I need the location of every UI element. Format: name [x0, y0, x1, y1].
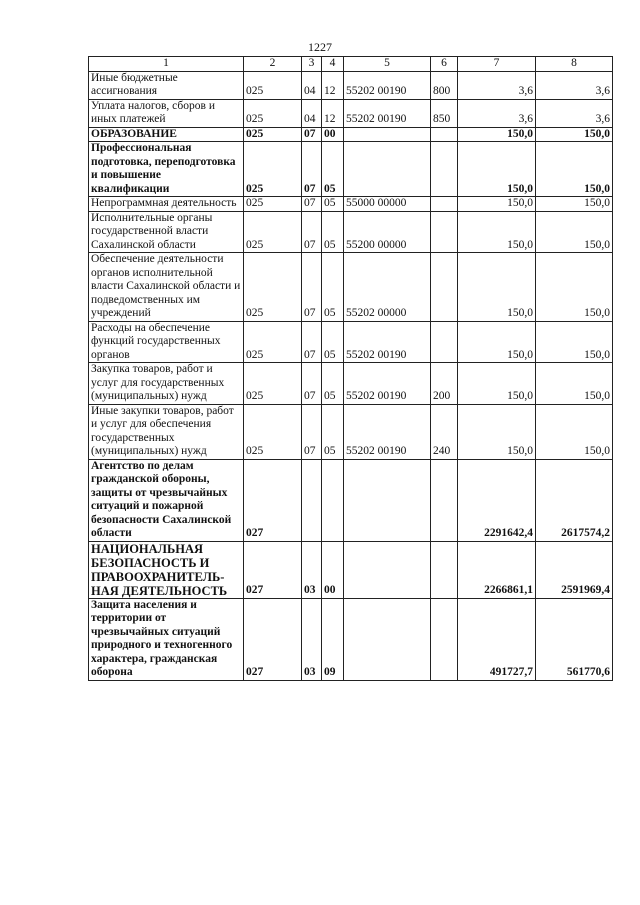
amount-year-2: 2617574,2	[536, 459, 613, 541]
column-header: 6	[431, 57, 458, 72]
table-row	[89, 142, 613, 197]
target-article: 55000 00000	[344, 197, 431, 212]
expense-type	[431, 598, 458, 680]
target-article	[344, 459, 431, 541]
table-row	[89, 363, 613, 405]
table-row	[89, 541, 613, 598]
subsection-code: 05	[322, 211, 344, 253]
subsection-code: 12	[322, 99, 344, 127]
column-header: 3	[302, 57, 322, 72]
row-name: Защита населения и территории от чрезвычайных ситуаций природного и техногенного характера, гражданская оборона	[89, 598, 244, 680]
amount-year-1: 2266861,1	[458, 541, 536, 598]
column-header: 1	[89, 57, 244, 72]
target-article: 55202 00190	[344, 71, 431, 99]
amount-year-2: 150,0	[536, 142, 613, 197]
target-article: 55202 00190	[344, 404, 431, 459]
section-code: 07	[302, 211, 322, 253]
admin-code: 027	[244, 598, 302, 680]
table-row	[89, 127, 613, 142]
table-row	[89, 71, 613, 99]
row-name: Непрограммная деятельность	[89, 197, 244, 212]
table-row	[89, 321, 613, 363]
section-code: 07	[302, 363, 322, 405]
subsection-code: 05	[322, 363, 344, 405]
expense-type	[431, 142, 458, 197]
subsection-code: 09	[322, 598, 344, 680]
budget-table	[88, 56, 613, 681]
admin-code: 025	[244, 142, 302, 197]
amount-year-2: 150,0	[536, 211, 613, 253]
row-name: Иные бюджетные ассигнования	[89, 71, 244, 99]
section-code: 04	[302, 71, 322, 99]
subsection-code: 05	[322, 142, 344, 197]
subsection-code: 00	[322, 127, 344, 142]
table-row	[89, 598, 613, 680]
amount-year-1: 150,0	[458, 142, 536, 197]
admin-code: 025	[244, 253, 302, 322]
expense-type	[431, 459, 458, 541]
row-name: Исполнительные органы государственной власти Сахалинской области	[89, 211, 244, 253]
target-article: 55200 00000	[344, 211, 431, 253]
admin-code: 025	[244, 211, 302, 253]
target-article: 55202 00190	[344, 99, 431, 127]
section-code: 07	[302, 321, 322, 363]
section-code: 03	[302, 598, 322, 680]
subsection-code: 12	[322, 71, 344, 99]
amount-year-2: 150,0	[536, 363, 613, 405]
amount-year-2: 150,0	[536, 197, 613, 212]
subsection-code: 05	[322, 404, 344, 459]
row-name: Расходы на обеспечение функций государственных органов	[89, 321, 244, 363]
table-row	[89, 197, 613, 212]
amount-year-2: 150,0	[536, 404, 613, 459]
target-article	[344, 598, 431, 680]
page-number: 1227	[308, 40, 332, 54]
amount-year-2: 150,0	[536, 253, 613, 322]
table-body	[89, 71, 613, 680]
section-code: 07	[302, 197, 322, 212]
section-code: 07	[302, 404, 322, 459]
expense-type	[431, 321, 458, 363]
section-code: 07	[302, 253, 322, 322]
row-name: Агентство по делам гражданской обороны, защиты от чрезвычайных ситуаций и пожарной безопасности Сахалинской области	[89, 459, 244, 541]
amount-year-1: 150,0	[458, 363, 536, 405]
expense-type	[431, 127, 458, 142]
expense-type	[431, 197, 458, 212]
subsection-code: 05	[322, 197, 344, 212]
admin-code: 025	[244, 127, 302, 142]
table-row	[89, 99, 613, 127]
amount-year-1: 150,0	[458, 253, 536, 322]
row-name: Закупка товаров, работ и услуг для государственных (муниципальных) нужд	[89, 363, 244, 405]
admin-code: 027	[244, 541, 302, 598]
table-row	[89, 459, 613, 541]
amount-year-1: 491727,7	[458, 598, 536, 680]
section-code: 03	[302, 541, 322, 598]
expense-type	[431, 253, 458, 322]
amount-year-1: 3,6	[458, 99, 536, 127]
amount-year-1: 150,0	[458, 404, 536, 459]
admin-code: 025	[244, 363, 302, 405]
expense-type: 240	[431, 404, 458, 459]
admin-code: 027	[244, 459, 302, 541]
section-code: 07	[302, 127, 322, 142]
amount-year-1: 150,0	[458, 197, 536, 212]
column-header: 4	[322, 57, 344, 72]
admin-code: 025	[244, 71, 302, 99]
amount-year-2: 3,6	[536, 71, 613, 99]
expense-type: 800	[431, 71, 458, 99]
amount-year-1: 2291642,4	[458, 459, 536, 541]
amount-year-1: 150,0	[458, 211, 536, 253]
row-name: Уплата налогов, сборов и иных платежей	[89, 99, 244, 127]
target-article	[344, 142, 431, 197]
amount-year-1: 150,0	[458, 127, 536, 142]
section-code: 04	[302, 99, 322, 127]
expense-type: 200	[431, 363, 458, 405]
amount-year-2: 3,6	[536, 99, 613, 127]
amount-year-1: 3,6	[458, 71, 536, 99]
table-row	[89, 253, 613, 322]
admin-code: 025	[244, 99, 302, 127]
subsection-code: 05	[322, 321, 344, 363]
admin-code: 025	[244, 321, 302, 363]
header-row	[89, 57, 613, 72]
target-article: 55202 00000	[344, 253, 431, 322]
target-article	[344, 541, 431, 598]
target-article	[344, 127, 431, 142]
subsection-code: 00	[322, 541, 344, 598]
column-header: 8	[536, 57, 613, 72]
expense-type	[431, 541, 458, 598]
column-header: 7	[458, 57, 536, 72]
admin-code: 025	[244, 197, 302, 212]
column-header: 2	[244, 57, 302, 72]
row-name: Обеспечение деятельности органов исполнительной власти Сахалинской области и подведомственных им учреждений	[89, 253, 244, 322]
subsection-code	[322, 459, 344, 541]
expense-type	[431, 211, 458, 253]
row-name: ОБРАЗОВАНИЕ	[89, 127, 244, 142]
table-row	[89, 211, 613, 253]
amount-year-2: 561770,6	[536, 598, 613, 680]
target-article: 55202 00190	[344, 321, 431, 363]
section-code: 07	[302, 142, 322, 197]
amount-year-2: 2591969,4	[536, 541, 613, 598]
subsection-code: 05	[322, 253, 344, 322]
table-row	[89, 404, 613, 459]
row-name: Иные закупки товаров, работ и услуг для обеспечения государственных (муниципальных) нужд	[89, 404, 244, 459]
amount-year-1: 150,0	[458, 321, 536, 363]
expense-type: 850	[431, 99, 458, 127]
amount-year-2: 150,0	[536, 127, 613, 142]
target-article: 55202 00190	[344, 363, 431, 405]
row-name: Профессиональная подготовка, переподготовка и повышение квалификации	[89, 142, 244, 197]
amount-year-2: 150,0	[536, 321, 613, 363]
column-header: 5	[344, 57, 431, 72]
admin-code: 025	[244, 404, 302, 459]
row-name: НАЦИОНАЛЬНАЯ БЕЗОПАСНОСТЬ И ПРАВООХРАНИТЕЛЬ-НАЯ ДЕЯТЕЛЬНОСТЬ	[89, 541, 244, 598]
section-code	[302, 459, 322, 541]
